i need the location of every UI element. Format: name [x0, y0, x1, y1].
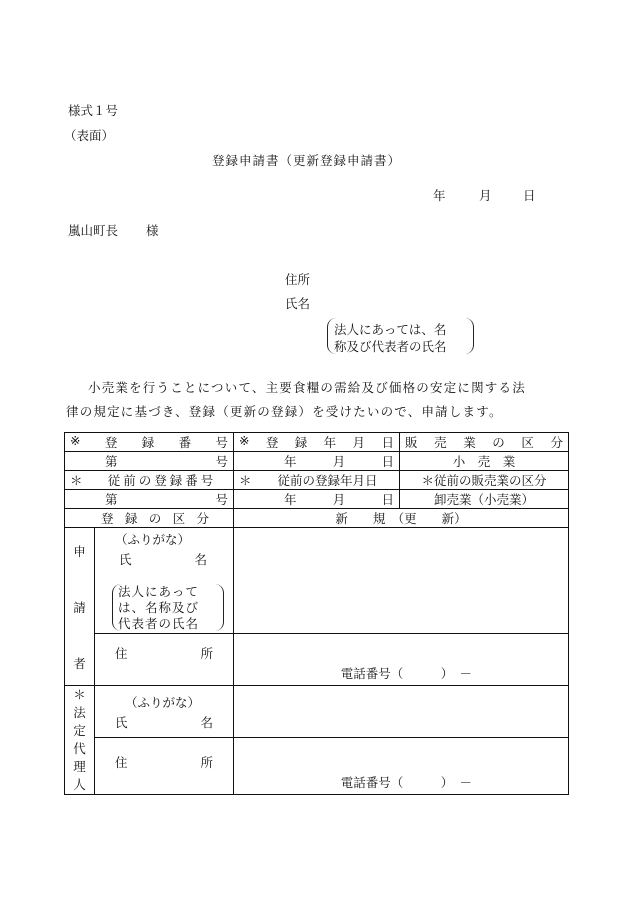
date-day: 日	[523, 188, 536, 203]
registration-date-header: ※ 登 録 年 月 日	[234, 433, 400, 452]
registration-date-value: 年 月 日	[234, 452, 400, 471]
previous-business-type-header: ＊従前の販売業の区分	[400, 471, 569, 490]
date-year: 年	[433, 188, 446, 203]
body-line1: 小売業を行うことについて、主要食糧の需給及び価格の安定に関する法	[88, 380, 526, 395]
applicant-corp-note-1: 法人にあって	[118, 584, 199, 599]
registration-number-value: 第 号	[65, 452, 234, 471]
registration-category-value: 新 規 （更 新）	[234, 509, 569, 528]
previous-registration-number-header: ＊ 従前の登録番号	[65, 471, 234, 490]
applicant-address-label-cell: 住 所	[95, 634, 234, 686]
applicant-address-label: 住所	[285, 272, 311, 287]
legal-agent-name-label-cell: （ふりがな） 氏 名	[95, 686, 234, 738]
applicant-phone-label: 電話番号（ ） －	[340, 666, 473, 681]
registration-number-header: ※ 登 録 番 号	[65, 433, 234, 452]
applicant-name-field[interactable]	[234, 528, 569, 634]
business-type-header: 販 売 業 の 区 分	[400, 433, 569, 452]
business-type-value: 小 売 業	[400, 452, 569, 471]
legal-agent-side-label: ＊ 法 定 代 理 人	[65, 686, 95, 795]
form-side: （表面）	[64, 128, 115, 143]
corp-note-line2: 称及び代表者の氏名	[334, 339, 447, 354]
legal-agent-address-field[interactable]	[234, 738, 569, 795]
legal-agent-furigana-label: （ふりがな）	[125, 694, 201, 710]
body-line2: 律の規定に基づき、登録（更新の登録）を受けたいので、申請します。	[66, 404, 503, 419]
applicant-corp-note-3: 代表者の氏名	[118, 616, 200, 631]
legal-agent-name-field[interactable]	[234, 686, 569, 738]
previous-registration-number-value: 第 号	[65, 490, 234, 509]
previous-registration-date-header: ＊ 従前の登録年月日	[234, 471, 400, 490]
previous-registration-date-value: 年 月 日	[234, 490, 400, 509]
applicant-address-field[interactable]	[234, 634, 569, 686]
date-month: 月	[479, 188, 492, 203]
registration-form-table	[64, 432, 569, 795]
page-title: 登録申請書（更新登録申請書）	[212, 153, 402, 168]
form-number: 様式１号	[68, 103, 119, 118]
previous-business-type-value: 卸売業（小売業）	[400, 490, 569, 509]
applicant-side-label: 申 請 者	[65, 528, 95, 686]
applicant-name-label-cell: （ふりがな） 氏 名 法人にあって は、名称及び 代表者の氏名	[95, 528, 234, 634]
legal-agent-phone-label: 電話番号（ ） －	[340, 775, 473, 790]
corp-note-line1: 法人にあっては、名	[334, 322, 447, 337]
applicant-name-label: 氏名	[285, 296, 311, 311]
applicant-furigana-label: （ふりがな）	[115, 532, 191, 547]
honorific: 様	[146, 223, 159, 238]
applicant-corp-note-2: は、名称及び	[118, 600, 200, 615]
registration-category-label: 登 録 の 区 分	[65, 509, 234, 528]
legal-agent-address-label-cell: 住 所	[95, 738, 234, 795]
addressee: 嵐山町長	[68, 223, 119, 238]
